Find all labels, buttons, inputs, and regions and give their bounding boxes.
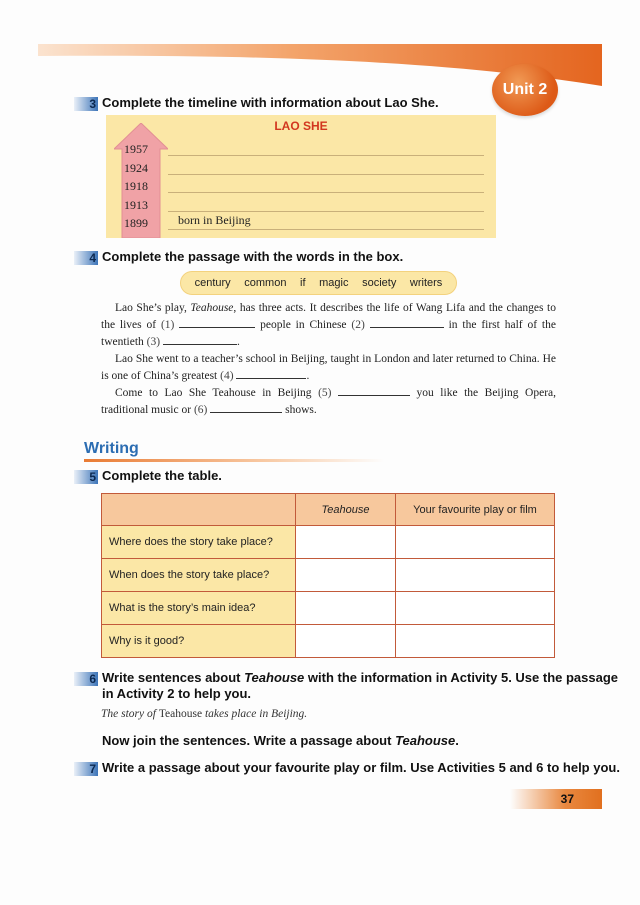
table-row	[102, 559, 555, 592]
page-number: 37	[510, 789, 602, 809]
passage-text: China. He is one of China’s greatest	[101, 353, 557, 382]
timeline-entry-1899: born in Beijing	[178, 213, 251, 227]
blank-number: (4)	[220, 370, 234, 382]
instruction-text: Write sentences about	[102, 670, 245, 685]
blank-number: (6)	[193, 404, 208, 416]
table-answer-cell[interactable]	[396, 592, 555, 625]
instruction-text: .	[455, 733, 459, 748]
example-text: The story of	[101, 708, 159, 720]
activity-number-5: 5	[74, 470, 98, 484]
table-header-empty	[102, 494, 296, 526]
timeline-answer-line[interactable]	[168, 155, 484, 156]
timeline-answer-line[interactable]	[168, 211, 484, 212]
table-header-favourite: Your favourite play or film	[396, 494, 555, 526]
passage-text: Lao She went to a teacher’s school in Beijing, taught in London and later returned to	[115, 353, 507, 365]
timeline-year: 1913	[124, 198, 148, 212]
writing-underline	[84, 459, 384, 462]
word-box	[180, 271, 457, 295]
activity-number-7: 7	[74, 762, 98, 776]
word-box-item: magic	[319, 277, 349, 289]
word-box-item: society	[362, 277, 397, 289]
table-answer-cell[interactable]	[296, 592, 396, 625]
activity-5-instruction: Complete the table.	[102, 468, 222, 483]
word-box-item: if	[300, 277, 306, 289]
passage-text: shows.	[282, 404, 317, 416]
blank-number: (3)	[146, 336, 161, 348]
timeline-title: LAO SHE	[274, 119, 328, 133]
blank-2[interactable]	[370, 318, 444, 328]
unit-badge: Unit 2	[492, 64, 558, 116]
passage-text: traditional music or	[101, 404, 194, 416]
timeline-answer-line[interactable]	[168, 174, 484, 175]
instruction-title-teahouse: Teahouse	[244, 670, 305, 685]
table-answer-cell[interactable]	[396, 526, 555, 559]
example-text: takes place in Beijing.	[202, 708, 308, 720]
passage-paragraph-3	[101, 385, 556, 419]
activity-6-instruction-line-2: in Activity 2 to help you.	[102, 686, 252, 701]
table-question: Where does the story take place?	[102, 526, 296, 559]
timeline-year: 1899	[124, 216, 148, 230]
blank-3[interactable]	[163, 335, 237, 345]
passage-text: , has three acts. It describes the life of Wang Lifa and the	[233, 302, 503, 314]
instruction-title-teahouse: Teahouse	[395, 733, 456, 748]
passage-text: Come to Lao She Teahouse in Beijing	[115, 387, 319, 399]
passage-text: half of the twentieth	[101, 319, 556, 348]
lao-she-timeline	[106, 115, 496, 238]
writing-section-title: Writing	[84, 440, 139, 457]
timeline-year: 1924	[124, 161, 148, 175]
passage-title-teahouse: Teahouse	[190, 302, 234, 314]
passage-paragraph-2: Lao She went to a teacher’s school in Beijing, taught in London and later returned to China. He is one of China’s greatest (4) .	[101, 353, 557, 382]
passage-text: changes to the lives of	[101, 302, 557, 331]
example-title-teahouse: Teahouse	[158, 708, 203, 720]
table-question: What is the story’s main idea?	[102, 592, 296, 625]
timeline-year: 1957	[124, 142, 148, 156]
blank-number: (1)	[160, 319, 175, 331]
activity-6-instruction-line-1	[102, 670, 618, 685]
word-box-item: writers	[409, 277, 443, 289]
passage-text: Lao She’s play,	[115, 302, 191, 314]
passage-text: people in Chinese	[255, 319, 352, 331]
table-row	[102, 592, 555, 625]
table-question: Why is it good?	[102, 625, 296, 658]
word-box-item: common	[244, 277, 287, 289]
table-answer-cell[interactable]	[296, 559, 396, 592]
activity-4-passage	[101, 300, 556, 419]
passage-text: you like the Beijing Opera,	[410, 387, 557, 399]
activity-6-example	[101, 708, 307, 720]
activity-number-4: 4	[74, 251, 98, 265]
table-answer-cell[interactable]	[296, 625, 396, 658]
timeline-answer-line	[168, 229, 484, 230]
table-answer-cell[interactable]	[396, 559, 555, 592]
blank-5[interactable]	[338, 386, 410, 396]
passage-paragraph-1: Lao She’s play, Teahouse, has three acts. It describes the life of Wang Lifa and the changes to the lives of (1) people in Chinese (2) in the first half of the twentieth (3) .	[101, 302, 557, 348]
activity-7-instruction: Write a passage about your favourite play or film. Use Activities 5 and 6 to help you.	[102, 760, 620, 775]
table-answer-cell[interactable]	[296, 526, 396, 559]
activity-number-6: 6	[74, 672, 98, 686]
table-row	[102, 526, 555, 559]
timeline-year: 1918	[124, 179, 148, 193]
table-header-row	[102, 494, 555, 526]
blank-number: (5)	[318, 387, 332, 399]
table-row	[102, 625, 555, 658]
activity-number-3: 3	[74, 97, 98, 111]
blank-6[interactable]	[210, 403, 282, 413]
activity-4-instruction: Complete the passage with the words in the box.	[102, 249, 404, 264]
comparison-table	[101, 493, 555, 658]
activity-3-instruction: Complete the timeline with information about Lao She.	[102, 95, 439, 110]
table-answer-cell[interactable]	[396, 625, 555, 658]
blank-1[interactable]	[179, 318, 255, 328]
activity-6-join-instruction	[102, 733, 459, 748]
instruction-text: with the information in Activity 5. Use the passage	[304, 670, 619, 685]
blank-number: (2)	[351, 319, 365, 331]
word-box-item: century	[194, 277, 231, 289]
passage-text: in the first	[443, 319, 500, 331]
timeline-answer-line[interactable]	[168, 192, 484, 193]
table-question: When does the story take place?	[102, 559, 296, 592]
table-header-teahouse: Teahouse	[296, 494, 396, 526]
blank-4[interactable]	[236, 369, 306, 379]
instruction-text: Now join the sentences. Write a passage about	[102, 733, 396, 748]
